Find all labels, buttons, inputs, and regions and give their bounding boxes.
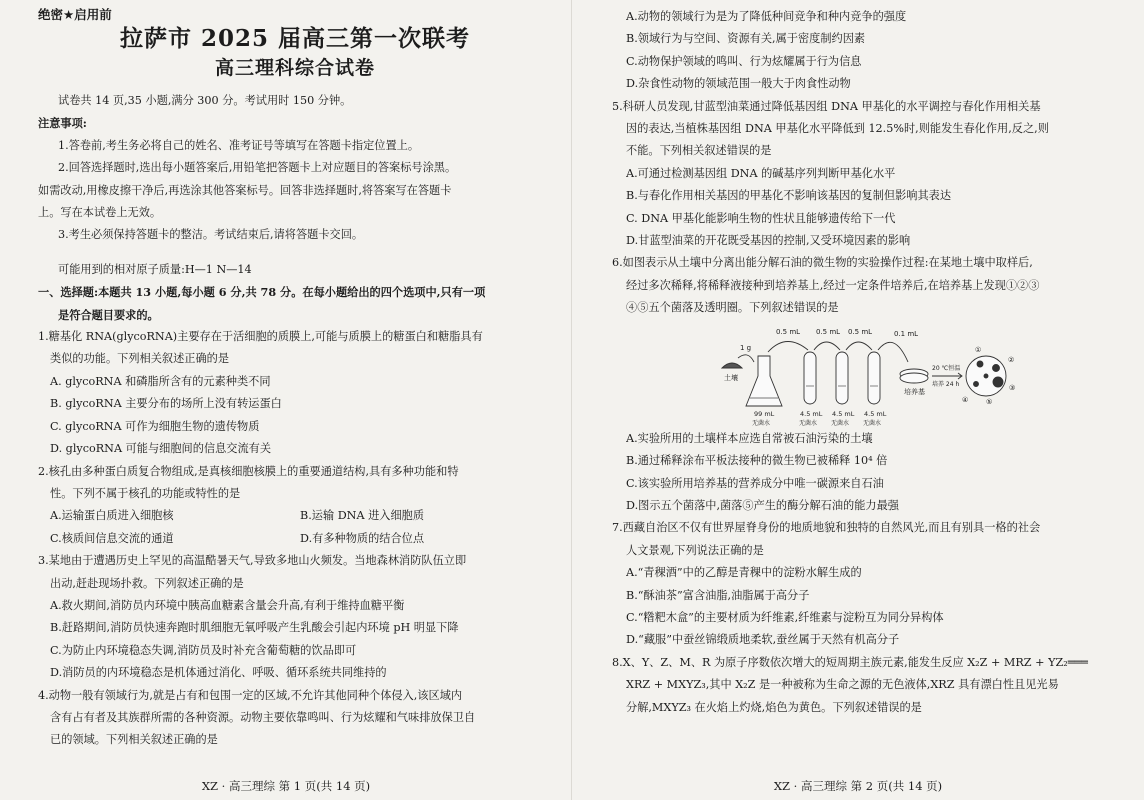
question-7 [612,517,1130,651]
question-6 [612,252,1130,517]
incubation-time-label: 培养 24 h [932,380,960,388]
transfer-arrow [738,354,754,361]
question-stem: 出动,赶赴现场扑救。下列叙述正确的是 [50,576,244,590]
sample-mass-label: 1 g [740,343,752,352]
exam-title: 拉萨市 2025 届高三第一次联考 [119,25,471,52]
option-a: A.可通过检测基因组 DNA 的碱基序列判断甲基化水平 [626,166,896,180]
water-label: 无菌水 [831,419,850,426]
option-a: A.动物的领域行为是为了降低种间竞争和种内竞争的强度 [626,10,907,23]
question-4-options [626,6,1130,96]
question-2 [38,461,552,551]
question-stem: 8.X、Y、Z、M、R 为原子序数依次增大的短周期主族元素,能发生反应 X₂Z + MRZ + YZ₂═══ [612,655,1088,669]
option-b: B.与春化作用相关基因的甲基化不影响该基因的复制但影响其表达 [626,189,952,203]
colony-label: ③ [1009,383,1016,392]
question-stem: 3.某地由于遭遇历史上罕见的高温酷暑天气,导致多地山火频发。当地森林消防队伍立即 [38,554,467,568]
question-stem: 4.动物一般有领域行为,就是占有和包围一定的区域,不允许其他同种个体侵入,该区域内 [38,688,463,702]
colony-label: ① [975,345,982,354]
question-stem: 经过多次稀释,将稀释液接种到培养基上,经过一定条件培养后,在培养基上发现①②③ [626,278,1040,292]
option-d: D.有多种物质的结合位点 [300,531,425,545]
volume-label: 4.5 mL [800,409,823,418]
option-d: D.甘蓝型油菜的开花既受基因的控制,又受环境因素的影响 [626,234,911,248]
option-c: C.为防止内环境稳态失调,消防员及时补充含葡萄糖的饮品即可 [50,643,357,657]
transfer-volume-label: 0.1 mL [894,329,919,338]
water-label: 无菌水 [799,419,818,426]
option-b: B.通过稀释涂布平板法接种的微生物已被稀释 10⁴ 倍 [626,454,888,468]
note-line: 2.回答选择题时,选出每小题答案后,用铅笔把答题卡上对应题目的答案标号涂黑。 [58,161,457,175]
option-c: C. glycoRNA 可作为细胞生物的遗传物质 [50,419,260,433]
question-stem: 含有占有者及其族群所需的各种资源。动物主要依靠鸣叫、行为炫耀和气味排放保卫自 [50,710,476,724]
water-label: 无菌水 [863,419,882,426]
colony-icon [977,361,983,367]
question-4 [38,685,552,752]
question-stem: 性。下列不属于核孔的功能或特性的是 [50,486,241,500]
section-header: 一、选择题:本题共 13 小题,每小题 6 分,共 78 分。在每小题给出的四个选项中,只有一项 [38,285,486,300]
transfer-arrow [846,342,872,350]
colony-icon [993,377,1003,387]
volume-label: 4.5 mL [832,409,855,418]
option-c: C.“糌粑木盒”的主要材质为纤维素,纤维素与淀粉互为同分异构体 [626,610,944,624]
option-d: D.杂食性动物的领域范围一般大于肉食性动物 [626,77,851,91]
option-row [38,528,552,550]
colony-label: ④ [962,395,969,404]
dilution-diagram [718,322,1018,426]
colony-label: ② [1008,355,1015,364]
question-1 [38,326,552,460]
test-tube-icon [868,352,880,404]
note-line: 上。写在本试卷上无效。 [38,206,162,220]
question-stem: 1.糖基化 RNA(glycoRNA)主要存在于活细胞的质膜上,可能与质膜上的糖蛋白和糖脂具有 [38,330,483,344]
option-a: A. glycoRNA 和磷脂所含有的元素种类不同 [50,374,271,388]
exam-page-2 [572,0,1144,800]
test-tube-icon [836,352,848,404]
atomic-mass-line: 可能用到的相对原子质量:H—1 N—14 [58,262,252,276]
page-footer: XZ · 高三理综 第 2 页(共 14 页) [773,779,943,793]
option-c: C.核质间信息交流的通道 [50,531,174,545]
option-b: B. glycoRNA 主要分布的场所上没有转运蛋白 [50,397,282,411]
option-d: D.消防员的内环境稳态是机体通过消化、呼吸、循环系统共同维持的 [50,666,387,680]
option-d: D.图示五个菌落中,菌落⑤产生的酶分解石油的能力最强 [626,498,899,512]
option-row [38,505,552,527]
option-c: C.动物保护领域的鸣叫、行为炫耀属于行为信息 [626,54,862,68]
option-a: A.运输蛋白质进入细胞核 [50,509,174,523]
dilution-figure [626,322,1130,426]
question-stem: XRZ + MXYZ₃,其中 X₂Z 是一种被称为生命之源的无色液体,XRZ 具有漂白性且见光易 [626,678,1059,692]
colony-icon [984,374,988,378]
option-a: A.实验所用的土壤样本应选自常被石油污染的土壤 [626,431,873,445]
option-b: B.“酥油茶”富含油脂,油脂属于高分子 [626,588,810,602]
exam-info: 试卷共 14 页,35 小题,满分 300 分。考试用时 150 分钟。 [58,94,352,107]
option-b: B.运输 DNA 进入细胞质 [300,509,425,523]
colony-label: ⑤ [986,397,993,406]
page-footer: XZ · 高三理综 第 1 页(共 14 页) [201,779,371,793]
transfer-volume-label: 0.5 mL [848,327,873,336]
soil-pile [722,363,742,368]
transfer-arrow [768,341,808,352]
notes-header: 注意事项: [38,116,87,131]
question-5 [612,96,1130,253]
question-stem: 不能。下列相关叙述错误的是 [626,144,772,158]
transfer-volume-label: 0.5 mL [776,327,801,336]
question-stem: 7.西藏自治区不仅有世界屋脊身份的地质地貌和独特的自然风光,而且有别具一格的社会 [612,521,1041,535]
colony-icon [974,381,979,386]
volume-label: 99 mL [754,409,775,418]
colony-icon [993,364,1000,371]
question-8 [612,652,1130,719]
water-label: 无菌水 [752,419,771,426]
flask-icon [746,356,782,406]
question-stem: 类似的功能。下列相关叙述正确的是 [50,352,230,366]
note-line: 1.答卷前,考生务必将自己的姓名、准考证号等填写在答题卡指定位置上。 [58,138,420,152]
question-stem: 因的表达,当植株基因组 DNA 甲基化水平降低到 12.5%时,则能发生春化作用,反之,则 [626,122,1049,136]
option-b: B.赶路期间,消防员快速奔跑时肌细胞无氧呼吸产生乳酸会引起内环境 pH 明显下降 [50,621,459,635]
transfer-arrow [878,342,908,362]
option-d: D.“藏服”中蚕丝锦缎质地柔软,蚕丝属于天然有机高分子 [626,633,900,647]
question-3 [38,550,552,684]
incubation-temp-label: 20 ℃恒温 [932,364,961,372]
section-header-cont: 是符合题目要求的。 [58,307,159,322]
question-stem: 已的领域。下列相关叙述正确的是 [50,733,218,747]
confidential-label: 绝密★启用前 [38,7,112,22]
exam-subtitle: 高三理科综合试卷 [214,57,375,79]
test-tube-icon [804,352,816,404]
petri-dish-icon [900,373,928,383]
question-stem: 分解,MXYZ₃ 在火焰上灼烧,焰色为黄色。下列叙述错误的是 [626,700,922,714]
question-stem: 6.如图表示从土壤中分离出能分解石油的微生物的实验操作过程:在某地土壤中取样后, [612,256,1033,270]
option-b: B.领域行为与空间、资源有关,属于密度制约因素 [626,32,866,46]
question-stem: 5.科研人员发现,甘蓝型油菜通过降低基因组 DNA 甲基化的水平调控与春化作用相关基 [612,99,1041,113]
option-a: A.救火期间,消防员内环境中胰高血糖素含量会升高,有利于维持血糖平衡 [50,598,405,612]
medium-label: 培养基 [904,387,925,396]
volume-label: 4.5 mL [864,409,887,418]
transfer-arrow [814,342,840,350]
note-line: 如需改动,用橡皮擦干净后,再选涂其他答案标号。回答非选择题时,将答案写在答题卡 [38,183,452,197]
question-stem: ④⑤五个菌落及透明圈。下列叙述错误的是 [626,301,839,315]
option-a: A.“青稞酒”中的乙醇是青稞中的淀粉水解生成的 [626,566,862,580]
note-line: 3.考生必须保持答题卡的整洁。考试结束后,请将答题卡交回。 [58,228,364,242]
question-stem: 人文景观,下列说法正确的是 [626,543,764,557]
soil-label: 土壤 [724,373,738,382]
option-c: C. DNA 甲基化能影响生物的性状且能够遗传给下一代 [626,211,896,225]
transfer-volume-label: 0.5 mL [816,327,841,336]
option-d: D. glycoRNA 可能与细胞间的信息交流有关 [50,442,272,456]
question-stem: 2.核孔由多种蛋白质复合物组成,是真核细胞核膜上的重要通道结构,具有多种功能和特 [38,464,459,478]
option-c: C.该实验所用培养基的营养成分中唯一碳源来自石油 [626,476,884,490]
